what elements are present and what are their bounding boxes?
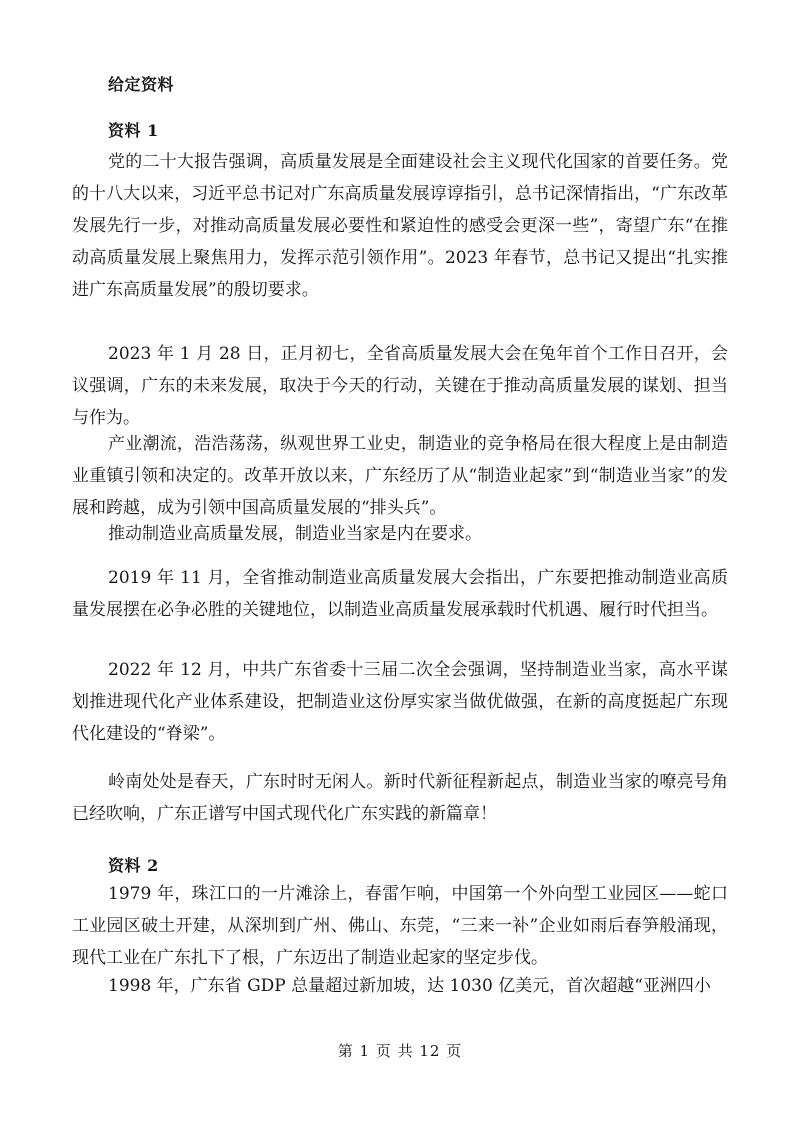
section-2-paragraph-1: 1979 年，珠江口的一片滩涂上，春雷乍响，中国第一个外向型工业园区——蛇口工业园区破土开建，从深圳到广州、佛山、东莞，“三来一补”企业如雨后春笋般涌现，现代工业在广东扎下了根，广东迈出了制造业起家的坚定步伐。 xyxy=(72,884,728,968)
page-footer: 第 1 页 共 12 页 xyxy=(337,1042,463,1060)
section-2-paragraph-2: 1998 年，广东省 GDP 总量超过新加坡，达 1030 亿美元，首次超越“亚洲四小 xyxy=(108,976,711,996)
section-1-title: 资料 1 xyxy=(108,121,159,140)
section-1-paragraph-7: 岭南处处是春天，广东时时无闲人。新时代新征程新起点，制造业当家的嘹亮号角已经吹响，广东正谱写中国式现代化广东实践的新篇章！ xyxy=(72,772,728,824)
document-heading: 给定资料 xyxy=(108,75,175,94)
section-1-paragraph-4: 推动制造业高质量发展，制造业当家是内在要求。 xyxy=(108,524,482,544)
section-1-paragraph-2: 2023 年 1 月 28 日，正月初七，全省高质量发展大会在兔年首个工作日召开，会议强调，广东的未来发展，取决于今天的行动，关键在于推动高质量发展的谋划、担当与作为。 xyxy=(72,344,728,428)
section-1-paragraph-3: 产业潮流，浩浩荡荡，纵观世界工业史，制造业的竞争格局在很大程度上是由制造业重镇引领和决定的。改革开放以来，广东经历了从“制造业起家”到“制造业当家”的发展和跨越，成为引领中国高质量发展的“排头兵”。 xyxy=(72,434,728,518)
section-2-title: 资料 2 xyxy=(108,856,159,875)
section-1-paragraph-1: 党的二十大报告强调，高质量发展是全面建设社会主义现代化国家的首要任务。党的十八大以来，习近平总书记对广东高质量发展谆谆指引，总书记深情指出，“广东改革发展先行一步，对推动高质量发展必要性和紧迫性的感受会更深一些”，寄望广东“在推动高质量发展上聚焦用力，发挥示范引领作用”。2023 年春节，总书记又提出“扎实推进广东高质量发展”的殷切要求。 xyxy=(72,152,728,300)
section-1-paragraph-6: 2022 年 12 月，中共广东省委十三届二次全会强调，坚持制造业当家，高水平谋划推进现代化产业体系建设，把制造业这份厚实家当做优做强，在新的高度挺起广东现代化建设的“脊梁”。 xyxy=(72,660,728,744)
section-1-paragraph-5: 2019 年 11 月，全省推动制造业高质量发展大会指出，广东要把推动制造业高质量发展摆在必争必胜的关键地位，以制造业高质量发展承载时代机遇、履行时代担当。 xyxy=(72,568,728,620)
